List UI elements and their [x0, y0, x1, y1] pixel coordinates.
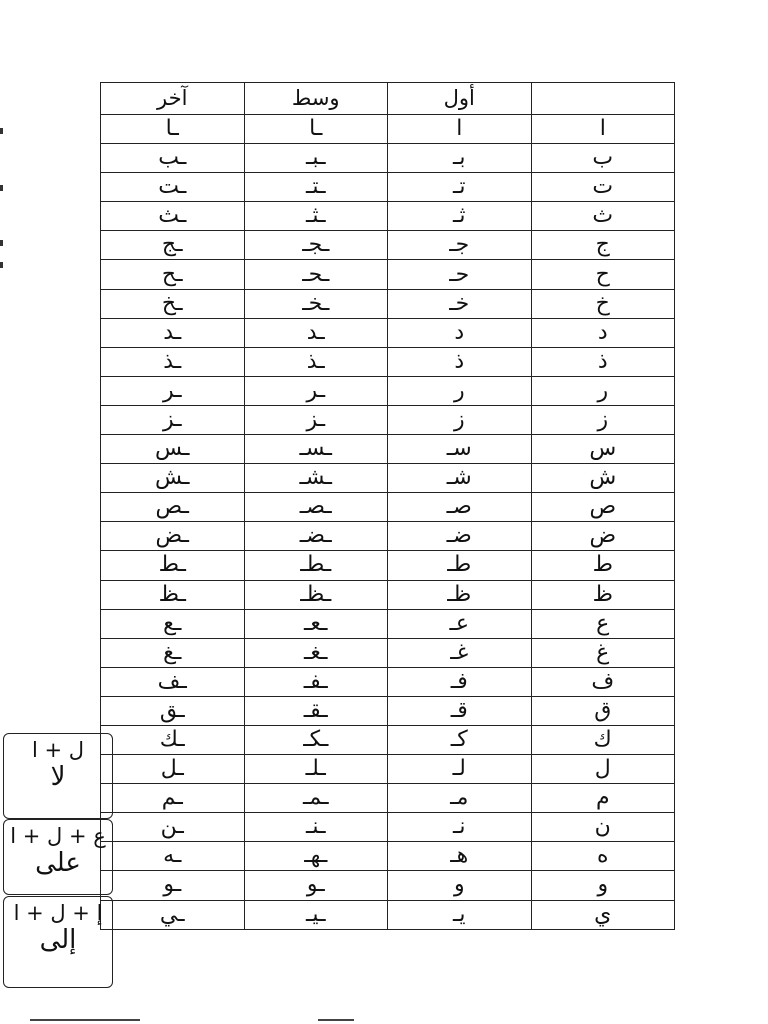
- cell-isolated: ط: [531, 551, 675, 580]
- cell-final: ـس: [101, 435, 245, 464]
- cell-initial: ظـ: [388, 580, 532, 609]
- cell-final: ـط: [101, 551, 245, 580]
- cell-medial: ـز: [244, 405, 388, 434]
- cell-initial: د: [388, 318, 532, 347]
- cell-final: ـو: [101, 871, 245, 900]
- table-row: [101, 638, 675, 667]
- table-row: [101, 376, 675, 405]
- header-initial: أول: [388, 83, 532, 115]
- cell-medial: ـظـ: [244, 580, 388, 609]
- cell-final: ـص: [101, 493, 245, 522]
- cell-initial: ز: [388, 405, 532, 434]
- cell-initial: يـ: [388, 900, 532, 929]
- cell-final: ـي: [101, 900, 245, 929]
- cell-final: ـخ: [101, 289, 245, 318]
- cell-initial: فـ: [388, 667, 532, 696]
- table-row: [101, 493, 675, 522]
- cell-initial: صـ: [388, 493, 532, 522]
- cell-initial: نـ: [388, 813, 532, 842]
- cell-initial: خـ: [388, 289, 532, 318]
- cell-isolated: ل: [531, 755, 675, 784]
- cell-final: ـن: [101, 813, 245, 842]
- cell-isolated: غ: [531, 638, 675, 667]
- cell-isolated: ح: [531, 260, 675, 289]
- table-row: [101, 580, 675, 609]
- header-final: آخر: [101, 83, 245, 115]
- cell-final: ـر: [101, 376, 245, 405]
- cell-isolated: ر: [531, 376, 675, 405]
- cell-isolated: م: [531, 784, 675, 813]
- table-row: [101, 900, 675, 929]
- cell-isolated: ع: [531, 609, 675, 638]
- cell-final: ـغ: [101, 638, 245, 667]
- cell-medial: ـنـ: [244, 813, 388, 842]
- table-body: [101, 115, 675, 930]
- cell-medial: ـكـ: [244, 725, 388, 754]
- cell-initial: مـ: [388, 784, 532, 813]
- cell-medial: ـسـ: [244, 435, 388, 464]
- cell-isolated: و: [531, 871, 675, 900]
- cell-initial: ضـ: [388, 522, 532, 551]
- table-row: [101, 464, 675, 493]
- cell-final: ـح: [101, 260, 245, 289]
- margin-mark: [0, 262, 3, 268]
- ligature-box-ila: [3, 896, 113, 988]
- cell-medial: ـشـ: [244, 464, 388, 493]
- table-row: [101, 289, 675, 318]
- cell-isolated: ش: [531, 464, 675, 493]
- table-row: [101, 115, 675, 144]
- cell-initial: ثـ: [388, 202, 532, 231]
- cell-initial: جـ: [388, 231, 532, 260]
- cell-isolated: ب: [531, 144, 675, 173]
- cell-initial: حـ: [388, 260, 532, 289]
- table-row: [101, 144, 675, 173]
- cell-initial: شـ: [388, 464, 532, 493]
- margin-mark: [0, 128, 3, 134]
- ligature-equation: إ + ل + ا: [13, 901, 103, 925]
- table-row: [101, 405, 675, 434]
- cell-isolated: ت: [531, 173, 675, 202]
- cell-initial: ذ: [388, 347, 532, 376]
- cell-final: ـش: [101, 464, 245, 493]
- cell-medial: ـغـ: [244, 638, 388, 667]
- cell-initial: قـ: [388, 696, 532, 725]
- cell-final: ـذ: [101, 347, 245, 376]
- cell-final: ـد: [101, 318, 245, 347]
- table-row: [101, 755, 675, 784]
- cell-initial: ا: [388, 115, 532, 144]
- cell-medial: ـمـ: [244, 784, 388, 813]
- header-row: [101, 83, 675, 115]
- cell-initial: لـ: [388, 755, 532, 784]
- cell-medial: ـد: [244, 318, 388, 347]
- cell-final: ـك: [101, 725, 245, 754]
- table-row: [101, 813, 675, 842]
- cell-isolated: ز: [531, 405, 675, 434]
- cell-medial: ـا: [244, 115, 388, 144]
- ligature-equation: ع + ل + ا: [10, 824, 106, 848]
- cell-medial: ـعـ: [244, 609, 388, 638]
- table-row: [101, 318, 675, 347]
- cell-initial: هـ: [388, 842, 532, 871]
- table-row: [101, 435, 675, 464]
- cell-final: ـت: [101, 173, 245, 202]
- cell-final: ـه: [101, 842, 245, 871]
- scan-artifact-line: [318, 1019, 354, 1021]
- cell-initial: عـ: [388, 609, 532, 638]
- cell-medial: ـضـ: [244, 522, 388, 551]
- table-row: [101, 842, 675, 871]
- cell-medial: ـر: [244, 376, 388, 405]
- cell-medial: ـو: [244, 871, 388, 900]
- table-row: [101, 551, 675, 580]
- ligature-box-la: [3, 733, 113, 819]
- cell-isolated: س: [531, 435, 675, 464]
- cell-isolated: ف: [531, 667, 675, 696]
- cell-medial: ـطـ: [244, 551, 388, 580]
- cell-isolated: ن: [531, 813, 675, 842]
- ligature-result: على: [35, 848, 81, 878]
- cell-medial: ـقـ: [244, 696, 388, 725]
- cell-isolated: ي: [531, 900, 675, 929]
- table-row: [101, 725, 675, 754]
- cell-medial: ـجـ: [244, 231, 388, 260]
- cell-medial: ـثـ: [244, 202, 388, 231]
- cell-initial: و: [388, 871, 532, 900]
- cell-medial: ـحـ: [244, 260, 388, 289]
- cell-final: ـل: [101, 755, 245, 784]
- cell-initial: تـ: [388, 173, 532, 202]
- table-row: [101, 347, 675, 376]
- cell-medial: ـتـ: [244, 173, 388, 202]
- cell-medial: ـهـ: [244, 842, 388, 871]
- header-medial: وسط: [244, 83, 388, 115]
- cell-medial: ـفـ: [244, 667, 388, 696]
- cell-final: ـب: [101, 144, 245, 173]
- cell-isolated: ث: [531, 202, 675, 231]
- cell-final: ـا: [101, 115, 245, 144]
- table-row: [101, 609, 675, 638]
- table-row: [101, 231, 675, 260]
- cell-initial: غـ: [388, 638, 532, 667]
- cell-initial: سـ: [388, 435, 532, 464]
- header-isolated: [531, 83, 675, 115]
- cell-medial: ـخـ: [244, 289, 388, 318]
- cell-isolated: ك: [531, 725, 675, 754]
- table-row: [101, 202, 675, 231]
- table-row: [101, 260, 675, 289]
- cell-isolated: ص: [531, 493, 675, 522]
- cell-final: ـم: [101, 784, 245, 813]
- cell-isolated: ظ: [531, 580, 675, 609]
- cell-medial: ـلـ: [244, 755, 388, 784]
- cell-final: ـق: [101, 696, 245, 725]
- cell-isolated: ج: [531, 231, 675, 260]
- cell-final: ـف: [101, 667, 245, 696]
- cell-final: ـج: [101, 231, 245, 260]
- cell-isolated: خ: [531, 289, 675, 318]
- cell-medial: ـصـ: [244, 493, 388, 522]
- cell-final: ـع: [101, 609, 245, 638]
- cell-initial: بـ: [388, 144, 532, 173]
- cell-medial: ـبـ: [244, 144, 388, 173]
- cell-initial: كـ: [388, 725, 532, 754]
- cell-medial: ـذ: [244, 347, 388, 376]
- ligature-result: إلى: [39, 925, 77, 955]
- cell-initial: طـ: [388, 551, 532, 580]
- table-row: [101, 173, 675, 202]
- ligature-box-ala: [3, 819, 113, 895]
- cell-isolated: ق: [531, 696, 675, 725]
- ligature-equation: ل + ا: [31, 738, 85, 762]
- cell-final: ـض: [101, 522, 245, 551]
- cell-isolated: ض: [531, 522, 675, 551]
- cell-final: ـث: [101, 202, 245, 231]
- cell-medial: ـيـ: [244, 900, 388, 929]
- ligature-result: لا: [50, 762, 66, 792]
- letter-forms-table-container: [100, 82, 675, 930]
- table-row: [101, 667, 675, 696]
- table-row: [101, 696, 675, 725]
- margin-mark: [0, 240, 3, 246]
- letter-forms-table: [100, 82, 675, 930]
- cell-isolated: ا: [531, 115, 675, 144]
- table-row: [101, 522, 675, 551]
- cell-final: ـظ: [101, 580, 245, 609]
- table-row: [101, 784, 675, 813]
- cell-isolated: ذ: [531, 347, 675, 376]
- scan-artifact-line: [30, 1019, 140, 1021]
- cell-final: ـز: [101, 405, 245, 434]
- margin-mark: [0, 185, 3, 191]
- cell-isolated: د: [531, 318, 675, 347]
- table-row: [101, 871, 675, 900]
- cell-isolated: ه: [531, 842, 675, 871]
- cell-initial: ر: [388, 376, 532, 405]
